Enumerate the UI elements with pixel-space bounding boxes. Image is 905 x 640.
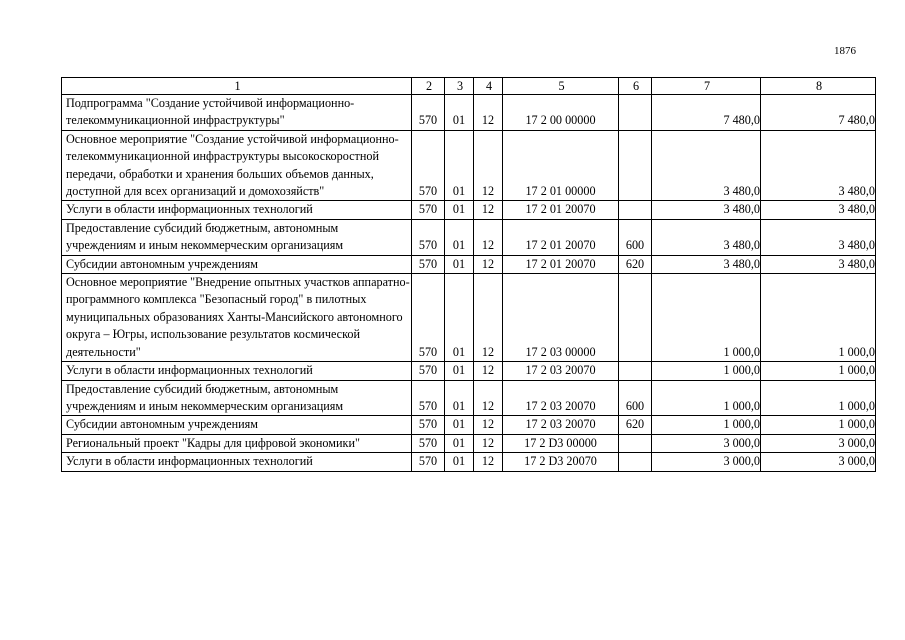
item-name: Предоставление субсидий бюджетным, автономным учреждениям и иным некоммерческим организациям <box>62 219 412 255</box>
table-row <box>62 201 876 219</box>
section-code: 01 <box>445 95 474 131</box>
section-code: 01 <box>445 453 474 471</box>
item-name: Региональный проект "Кадры для цифровой экономики" <box>62 434 412 452</box>
table-row <box>62 95 876 131</box>
ministry-code: 570 <box>412 416 445 434</box>
section-code: 01 <box>445 201 474 219</box>
expense-type-code <box>619 362 652 380</box>
subsection-code: 12 <box>474 274 503 362</box>
amount-col8: 3 480,0 <box>761 219 876 255</box>
subsection-code: 12 <box>474 362 503 380</box>
target-article-code: 17 2 D3 00000 <box>503 434 619 452</box>
target-article-code: 17 2 01 00000 <box>503 130 619 201</box>
amount-col7: 7 480,0 <box>652 95 761 131</box>
item-name: Субсидии автономным учреждениям <box>62 416 412 434</box>
ministry-code: 570 <box>412 201 445 219</box>
item-name: Субсидии автономным учреждениям <box>62 255 412 273</box>
target-article-code: 17 2 03 20070 <box>503 380 619 416</box>
item-name: Предоставление субсидий бюджетным, автономным учреждениям и иным некоммерческим организациям <box>62 380 412 416</box>
ministry-code: 570 <box>412 130 445 201</box>
header-cell: 2 <box>412 78 445 95</box>
table-row <box>62 130 876 201</box>
amount-col8: 1 000,0 <box>761 416 876 434</box>
header-cell: 5 <box>503 78 619 95</box>
ministry-code: 570 <box>412 380 445 416</box>
amount-col8: 3 480,0 <box>761 130 876 201</box>
expense-type-code <box>619 453 652 471</box>
table-row <box>62 219 876 255</box>
target-article-code: 17 2 D3 20070 <box>503 453 619 471</box>
section-code: 01 <box>445 380 474 416</box>
subsection-code: 12 <box>474 416 503 434</box>
section-code: 01 <box>445 255 474 273</box>
amount-col8: 3 480,0 <box>761 201 876 219</box>
table-row <box>62 362 876 380</box>
amount-col7: 3 480,0 <box>652 255 761 273</box>
ministry-code: 570 <box>412 274 445 362</box>
amount-col8: 1 000,0 <box>761 274 876 362</box>
ministry-code: 570 <box>412 434 445 452</box>
target-article-code: 17 2 03 20070 <box>503 416 619 434</box>
item-name: Основное мероприятие "Внедрение опытных участков аппаратно-программного комплекса "Безопасный город" в пилотных муниципальных образованиях Ханты-Мансийского автономного округа – Югры, использование результатов космической деятельности" <box>62 274 412 362</box>
amount-col7: 1 000,0 <box>652 274 761 362</box>
amount-col8: 3 000,0 <box>761 434 876 452</box>
amount-col8: 1 000,0 <box>761 362 876 380</box>
amount-col7: 3 480,0 <box>652 130 761 201</box>
amount-col7: 1 000,0 <box>652 416 761 434</box>
ministry-code: 570 <box>412 453 445 471</box>
target-article-code: 17 2 00 00000 <box>503 95 619 131</box>
item-name: Подпрограмма "Создание устойчивой информационно-телекоммуникационной инфраструктуры" <box>62 95 412 131</box>
item-name: Услуги в области информационных технологий <box>62 201 412 219</box>
target-article-code: 17 2 03 20070 <box>503 362 619 380</box>
ministry-code: 570 <box>412 362 445 380</box>
item-name: Услуги в области информационных технологий <box>62 362 412 380</box>
section-code: 01 <box>445 434 474 452</box>
expense-type-code: 600 <box>619 380 652 416</box>
subsection-code: 12 <box>474 255 503 273</box>
table-row <box>62 380 876 416</box>
target-article-code: 17 2 03 00000 <box>503 274 619 362</box>
amount-col8: 7 480,0 <box>761 95 876 131</box>
table-header-row <box>62 78 876 95</box>
expense-type-code: 600 <box>619 219 652 255</box>
amount-col8: 1 000,0 <box>761 380 876 416</box>
header-cell: 6 <box>619 78 652 95</box>
expense-type-code: 620 <box>619 255 652 273</box>
subsection-code: 12 <box>474 219 503 255</box>
subsection-code: 12 <box>474 130 503 201</box>
subsection-code: 12 <box>474 453 503 471</box>
table-row <box>62 255 876 273</box>
page-number: 1876 <box>834 45 856 57</box>
item-name: Услуги в области информационных технологий <box>62 453 412 471</box>
subsection-code: 12 <box>474 95 503 131</box>
header-cell: 1 <box>62 78 412 95</box>
target-article-code: 17 2 01 20070 <box>503 219 619 255</box>
subsection-code: 12 <box>474 434 503 452</box>
table-row <box>62 453 876 471</box>
expense-type-code <box>619 95 652 131</box>
table-row <box>62 416 876 434</box>
expense-type-code <box>619 130 652 201</box>
header-cell: 7 <box>652 78 761 95</box>
table-row <box>62 434 876 452</box>
amount-col7: 1 000,0 <box>652 362 761 380</box>
amount-col7: 3 480,0 <box>652 201 761 219</box>
item-name: Основное мероприятие "Создание устойчивой информационно-телекоммуникационной инфраструктуры высокоскоростной передачи, обработки и хранения больших объемов данных, доступной для всех организаций и домохозяйств" <box>62 130 412 201</box>
amount-col7: 3 480,0 <box>652 219 761 255</box>
subsection-code: 12 <box>474 201 503 219</box>
section-code: 01 <box>445 362 474 380</box>
target-article-code: 17 2 01 20070 <box>503 255 619 273</box>
amount-col7: 1 000,0 <box>652 380 761 416</box>
section-code: 01 <box>445 219 474 255</box>
amount-col7: 3 000,0 <box>652 453 761 471</box>
ministry-code: 570 <box>412 95 445 131</box>
section-code: 01 <box>445 416 474 434</box>
section-code: 01 <box>445 274 474 362</box>
table-row <box>62 274 876 362</box>
amount-col8: 3 000,0 <box>761 453 876 471</box>
expense-type-code <box>619 274 652 362</box>
ministry-code: 570 <box>412 255 445 273</box>
header-cell: 3 <box>445 78 474 95</box>
subsection-code: 12 <box>474 380 503 416</box>
expense-type-code <box>619 201 652 219</box>
amount-col7: 3 000,0 <box>652 434 761 452</box>
header-cell: 8 <box>761 78 876 95</box>
amount-col8: 3 480,0 <box>761 255 876 273</box>
header-cell: 4 <box>474 78 503 95</box>
expense-type-code <box>619 434 652 452</box>
section-code: 01 <box>445 130 474 201</box>
ministry-code: 570 <box>412 219 445 255</box>
budget-table <box>61 77 876 472</box>
expense-type-code: 620 <box>619 416 652 434</box>
target-article-code: 17 2 01 20070 <box>503 201 619 219</box>
